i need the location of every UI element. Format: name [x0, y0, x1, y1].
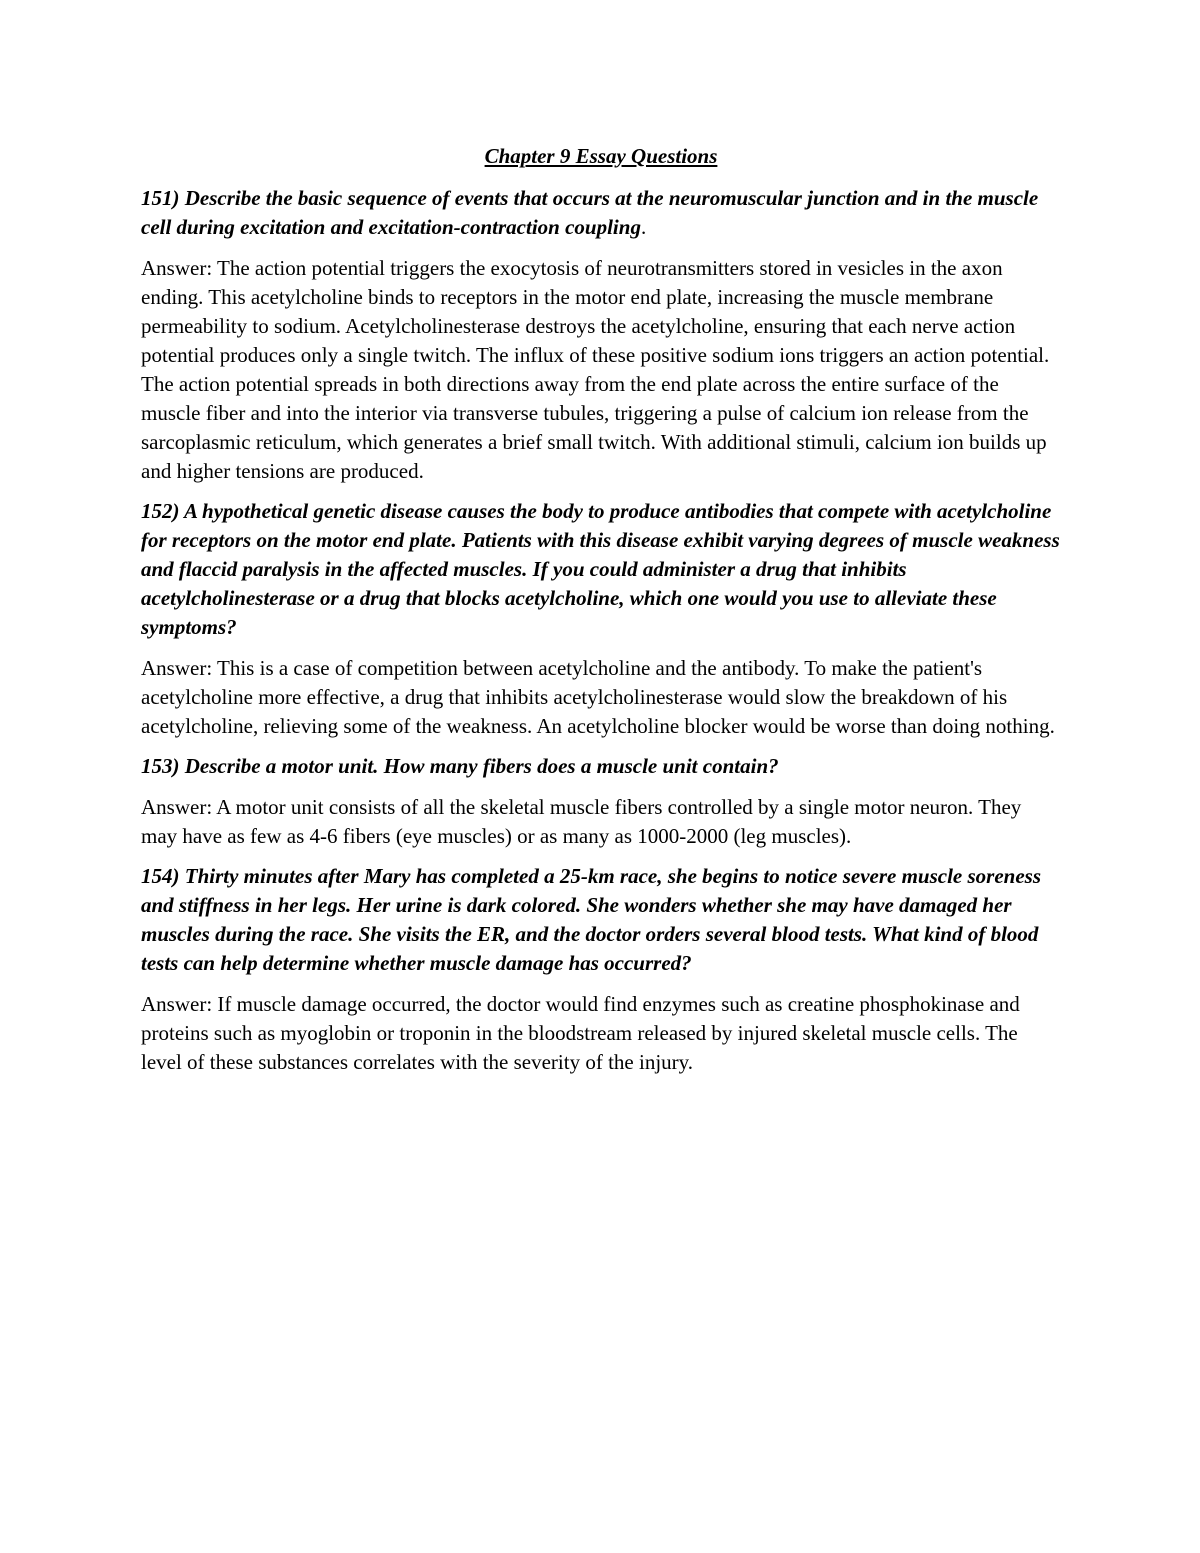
question-154: 154) Thirty minutes after Mary has completed a 25-km race, she begins to notice severe muscle soreness and stiffness in her legs. Her urine is dark colored. She wonders whether she may have damaged her muscles during the race. She visits the ER, and the doctor orders several blood tests. What kind of blood tests can help determine whether muscle damage has occurred?	[141, 864, 1042, 975]
answer-153: Answer: A motor unit consists of all the skeletal muscle fibers controlled by a single motor neuron. They may have as few as 4-6 fibers (eye muscles) or as many as 1000-2000 (leg muscles).	[141, 795, 1022, 848]
question-151-text: 151) Describe the basic sequence of events that occurs at the neuromuscular junction and in the muscle cell during excitation and excitation-contraction coupling	[141, 186, 1039, 239]
page-title: Chapter 9 Essay Questions	[484, 144, 718, 168]
question-151-trailing: .	[640, 215, 647, 239]
qa-item-151	[141, 184, 1061, 486]
qa-item-154	[141, 862, 1061, 1077]
question-153: 153) Describe a motor unit. How many fibers does a muscle unit contain?	[141, 754, 779, 778]
qa-item-153	[141, 752, 1061, 851]
answer-154: Answer: If muscle damage occurred, the doctor would find enzymes such as creatine phosphokinase and proteins such as myoglobin or troponin in the bloodstream released by injured skeletal muscle cells. The level of these substances correlates with the severity of the injury.	[141, 992, 1020, 1074]
answer-152: Answer: This is a case of competition between acetylcholine and the antibody. To make the patient's acetylcholine more effective, a drug that inhibits acetylcholinesterase would slow the breakdown of his acetylcholine, relieving some of the weakness. An acetylcholine blocker would be worse than doing nothing.	[141, 656, 1055, 738]
answer-151: Answer: The action potential triggers the exocytosis of neurotransmitters stored in vesicles in the axon ending. This acetylcholine binds to receptors in the motor end plate, increasing the muscle membrane permeability to sodium. Acetylcholinesterase destroys the acetylcholine, ensuring that each nerve action potential produces only a single twitch. The influx of these positive sodium ions triggers an action potential. The action potential spreads in both directions away from the end plate across the entire surface of the muscle fiber and into the interior via transverse tubules, triggering a pulse of calcium ion release from the sarcoplasmic reticulum, which generates a brief small twitch. With additional stimuli, calcium ion builds up and higher tensions are produced.	[141, 256, 1050, 483]
question-152: 152) A hypothetical genetic disease causes the body to produce antibodies that compete with acetylcholine for receptors on the motor end plate. Patients with this disease exhibit varying degrees of muscle weakness and flaccid paralysis in the affected muscles. If you could administer a drug that inhibits acetylcholinesterase or a drug that blocks acetylcholine, which one would you use to alleviate these symptoms?	[141, 499, 1060, 639]
question-151	[141, 184, 1061, 242]
qa-item-152	[141, 497, 1061, 741]
document-body	[141, 140, 1061, 1088]
